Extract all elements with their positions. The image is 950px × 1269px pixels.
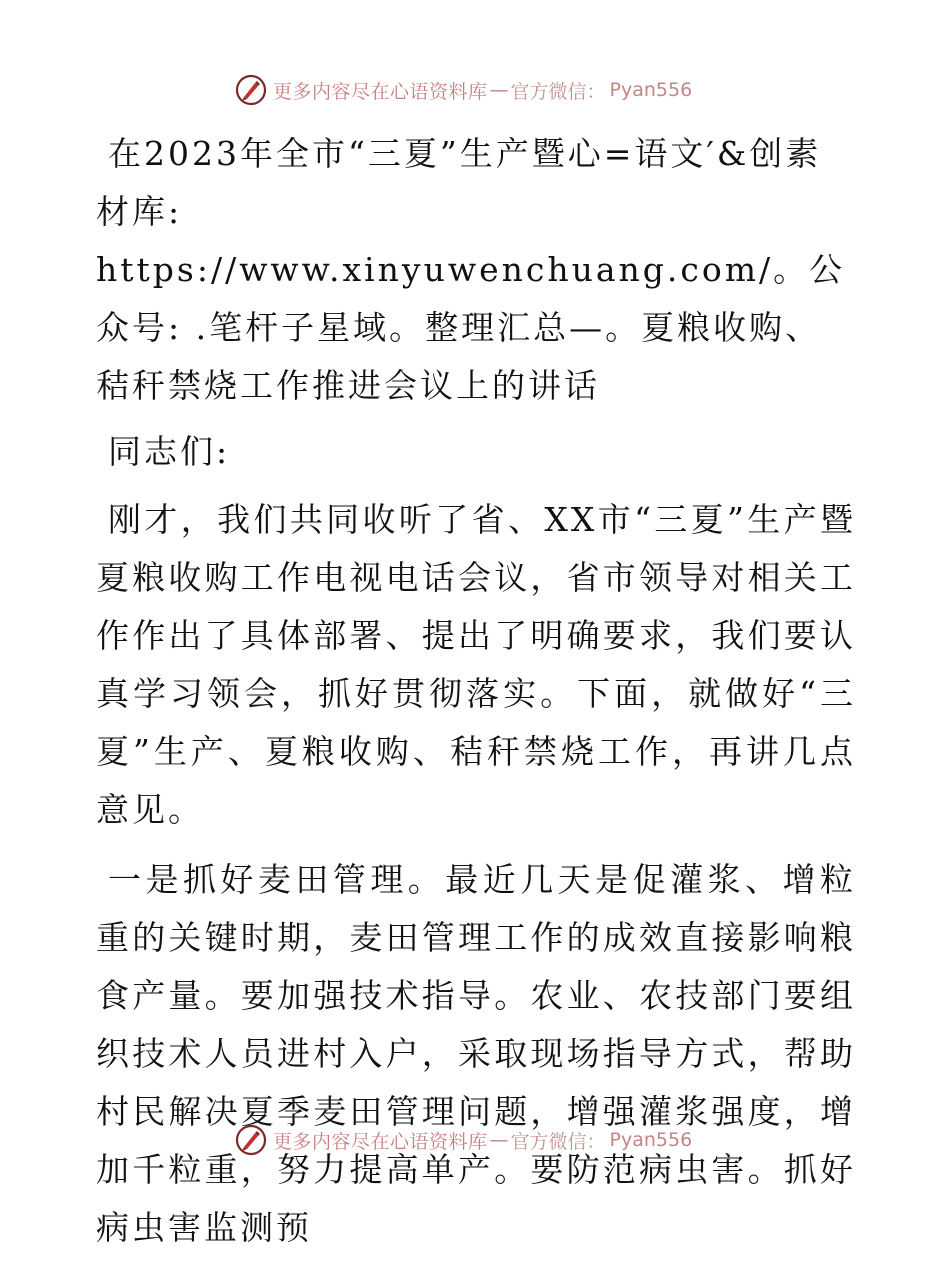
footer-watermark [235,1122,715,1158]
watermark-slogan: 更多内容尽在心语资料库 [273,1130,488,1153]
paragraph-2: 一是抓好麦田管理。最近几天是促灌浆、增粒重的关键时期，麦田管理工作的成效直接影响粮食产量。要加强技术指导。农业、农技部门要组织技术人员进村入户，采取现场指导方式，帮助村民解决夏季麦田管理问题，增强灌浆强度，增加千粒重，努力提高单产。要防范病虫害。抓好病虫害监测预 [96,860,856,1247]
watermark-dash: — [489,1129,509,1151]
document-body [96,125,856,1269]
paragraph-1: 刚才，我们共同收听了省、XX市“三夏”生产暨夏粮收购工作电视电话会议，省市领导对相关工作作出了具体部署、提出了明确要求，我们要认真学习领会，抓好贯彻落实。下面，就做好“三夏”生产、夏粮收购、秸秆禁烧工作，再讲几点意见。 [96,500,856,829]
watermark-wechat-id: Pyan556 [609,1129,693,1151]
watermark-wechat-label: 官方微信： [510,80,606,103]
pen-logo-icon [235,1124,267,1156]
header-watermark [235,72,715,108]
watermark-wechat-id: Pyan556 [609,79,693,101]
watermark-slogan: 更多内容尽在心语资料库 [273,80,488,103]
greeting: 同志们: [108,432,231,471]
watermark-wechat-label: 官方微信： [510,1130,606,1153]
pen-logo-icon [235,74,267,106]
document-title: 在2023年全市“三夏”生产暨心=语文′&创素材库: https://www.xinyuwenchuang.com/。公众号: .笔杆子星域。整理汇总—。夏粮收购、秸秆禁烧工作推进会议上的讲话 [96,134,846,405]
watermark-dash: — [489,79,509,101]
